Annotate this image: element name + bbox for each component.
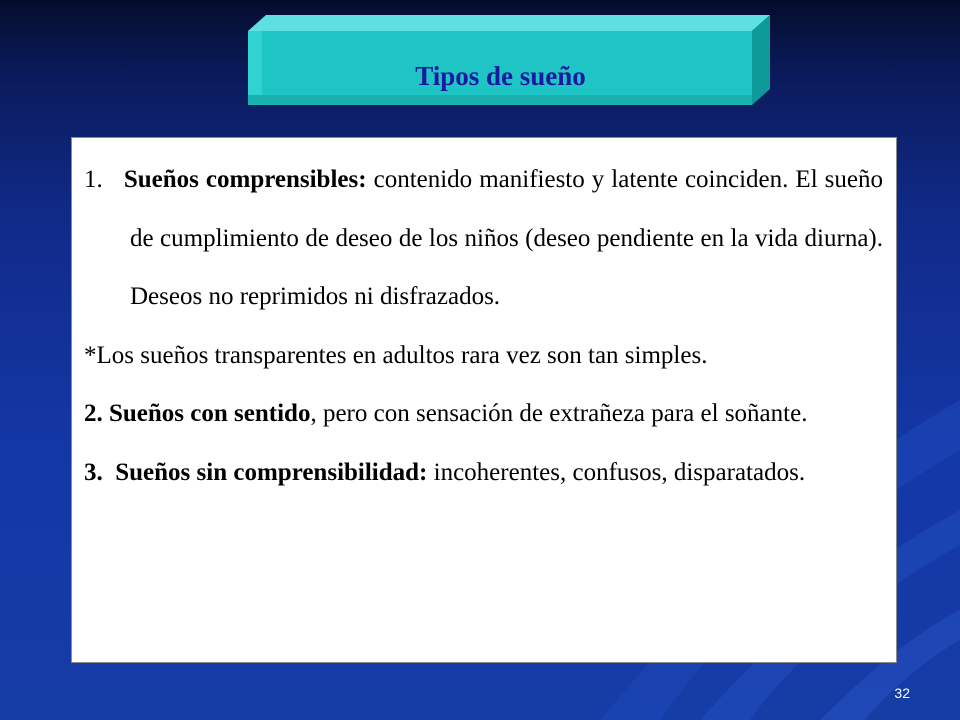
item-number: 3.	[84, 458, 103, 486]
content-box	[71, 137, 897, 663]
title-banner	[248, 15, 770, 107]
item-heading: Sueños con sentido	[109, 400, 311, 427]
list-item-2	[84, 385, 883, 444]
item-heading: Sueños sin comprensibilidad:	[115, 458, 428, 486]
item-text: contenido manifiesto y latente coinciden. El sueño de cumplimiento de deseo de los niños (deseo pendiente en la vida diurna). Deseos no reprimidos ni disfrazados.	[130, 166, 883, 310]
note-text: *Los sueños transparentes en adultos rara vez son tan simples.	[84, 341, 708, 369]
list-item-1	[84, 151, 883, 327]
item-text: , pero con sensación de extrañeza para el soñante.	[310, 400, 808, 427]
item-heading: Sueños comprensibles:	[123, 166, 367, 193]
item-number: 2.	[84, 400, 103, 427]
list-note	[84, 327, 883, 386]
item-text: incoherentes, confusos, disparatados.	[427, 458, 806, 486]
list-item-3	[84, 444, 883, 503]
item-number: 1.	[84, 166, 103, 193]
page-number: 32	[894, 685, 910, 701]
slide-title: Tipos de sueño	[415, 61, 586, 91]
